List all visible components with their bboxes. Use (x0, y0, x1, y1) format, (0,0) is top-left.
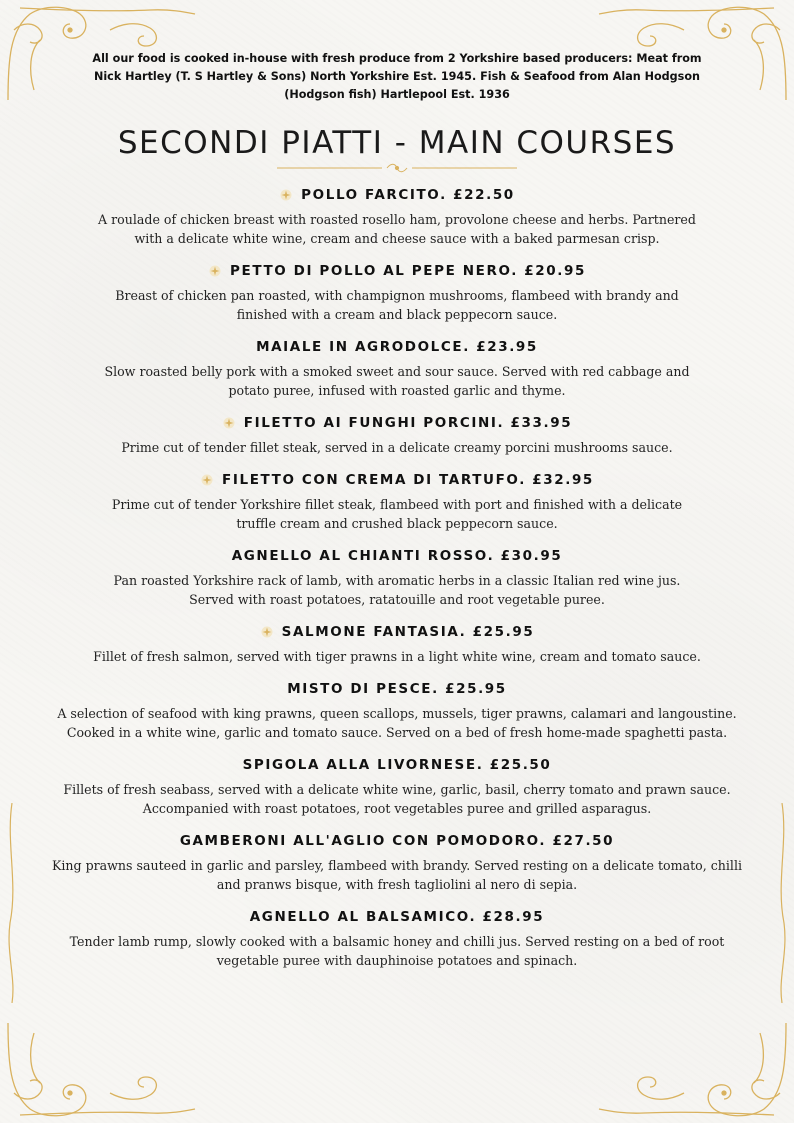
menu-item-description: Slow roasted belly pork with a smoked sweet and sour sauce. Served with red cabbage and potato puree, infused with roasted garlic and thyme. (104, 364, 690, 398)
menu-item-name: AGNELLO AL BALSAMICO. £28.95 (249, 909, 545, 925)
menu-item-description: Breast of chicken pan roasted, with champignon mushrooms, flambeed with brandy and finished with a cream and black peppecorn sauce. (115, 288, 679, 322)
menu-item-name: FILETTO CON CREMA DI TARTUFO. £32.95 (222, 472, 594, 488)
menu-item-name: FILETTO AI FUNGHI PORCINI. £33.95 (243, 415, 573, 431)
menu-item-name: PETTO DI POLLO AL PEPE NERO. £20.95 (230, 263, 586, 279)
menu-item-name: GAMBERONI ALL'AGLIO CON POMODORO. £27.50 (179, 833, 615, 849)
menu-item-heading (40, 469, 754, 491)
menu-item-name: MISTO DI PESCE. £25.95 (287, 681, 507, 697)
menu-item-heading (40, 906, 754, 928)
menu-item-heading (40, 754, 754, 776)
menu-item-description: Tender lamb rump, slowly cooked with a balsamic honey and chilli jus. Served resting on a bed of root vegetable puree with dauphinoise potatoes and spinach. (69, 934, 725, 968)
menu-item-description: Prime cut of tender Yorkshire fillet steak, flambeed with port and finished with a delicate truffle cream and crushed black peppecorn sauce. (111, 497, 683, 531)
menu-item-heading (40, 621, 754, 643)
menu-item-description: Pan roasted Yorkshire rack of lamb, with aromatic herbs in a classic Italian red wine jus. Served with roast potatoes, ratatouille and root vegetable puree. (113, 573, 681, 607)
sparkle-icon (222, 416, 236, 430)
menu-item-name: POLLO FARCITO. £22.50 (301, 187, 515, 203)
ornament-corner-bottom-right (594, 1013, 794, 1123)
title-divider-ornament (277, 159, 517, 171)
menu-item-name: MAIALE IN AGRODOLCE. £23.95 (256, 339, 538, 355)
menu-item-name: SALMONE FANTASIA. £25.95 (281, 624, 535, 640)
ornament-side-right (772, 803, 792, 1003)
menu-item-description: A selection of seafood with king prawns, queen scallops, mussels, tiger prawns, calamari and langoustine. Cooked in a white wine, garlic and tomato sauce. Served on a bed of fresh home-made spaghetti pasta. (57, 706, 737, 740)
ornament-side-left (2, 803, 22, 1003)
menu-item (40, 830, 754, 894)
menu-item (40, 469, 754, 533)
menu-item (40, 336, 754, 400)
menu-item (40, 754, 754, 818)
menu-item-heading (40, 260, 754, 282)
menu-item-heading (40, 678, 754, 700)
menu-item (40, 412, 754, 457)
menu-item (40, 545, 754, 609)
menu-item-description: King prawns sauteed in garlic and parsley, flambeed with brandy. Served resting on a delicate tomato, chilli and pranws bisque, with fresh tagliolini al nero di sepia. (51, 858, 743, 892)
menu-item (40, 260, 754, 324)
menu-item-name: SPIGOLA ALLA LIVORNESE. £25.50 (242, 757, 552, 773)
menu-item-description: Fillets of fresh seabass, served with a delicate white wine, garlic, basil, cherry tomato and prawn sauce. Accompanied with roast potatoes, root vegetables puree and grilled asparagus. (63, 782, 731, 816)
sparkle-icon (200, 473, 214, 487)
menu-item-description: A roulade of chicken breast with roasted rosello ham, provolone cheese and herbs. Partnered with a delicate white wine, cream and cheese sauce with a baked parmesan crisp. (98, 212, 696, 246)
menu-item (40, 906, 754, 970)
page-title: SECONDI PIATTI - MAIN COURSES (117, 125, 677, 161)
menu-item-name: AGNELLO AL CHIANTI ROSSO. £30.95 (231, 548, 563, 564)
sparkle-icon (260, 625, 274, 639)
menu-item (40, 678, 754, 742)
sparkle-icon (279, 188, 293, 202)
menu-item-heading (40, 184, 754, 206)
menu-item-heading (40, 412, 754, 434)
ornament-corner-bottom-left (0, 1013, 200, 1123)
sparkle-icon (208, 264, 222, 278)
menu-item-heading (40, 830, 754, 852)
menu-item (40, 184, 754, 248)
menu-item-heading (40, 545, 754, 567)
producers-intro: All our food is cooked in-house with fresh produce from 2 Yorkshire based producers: Meat from Nick Hartley (T. S Hartley & Sons) North Yorkshire Est. 1945. Fish & Seafood from Alan Hodgson (Hodgson fish) Hartlepool Est. 1936 (92, 52, 702, 101)
menu-item-heading (40, 336, 754, 358)
menu-item-description: Fillet of fresh salmon, served with tiger prawns in a light white wine, cream and tomato sauce. (93, 649, 701, 664)
menu-item-description: Prime cut of tender fillet steak, served in a delicate creamy porcini mushrooms sauce. (121, 440, 673, 455)
menu-item (40, 621, 754, 666)
main-courses-list (40, 184, 754, 970)
